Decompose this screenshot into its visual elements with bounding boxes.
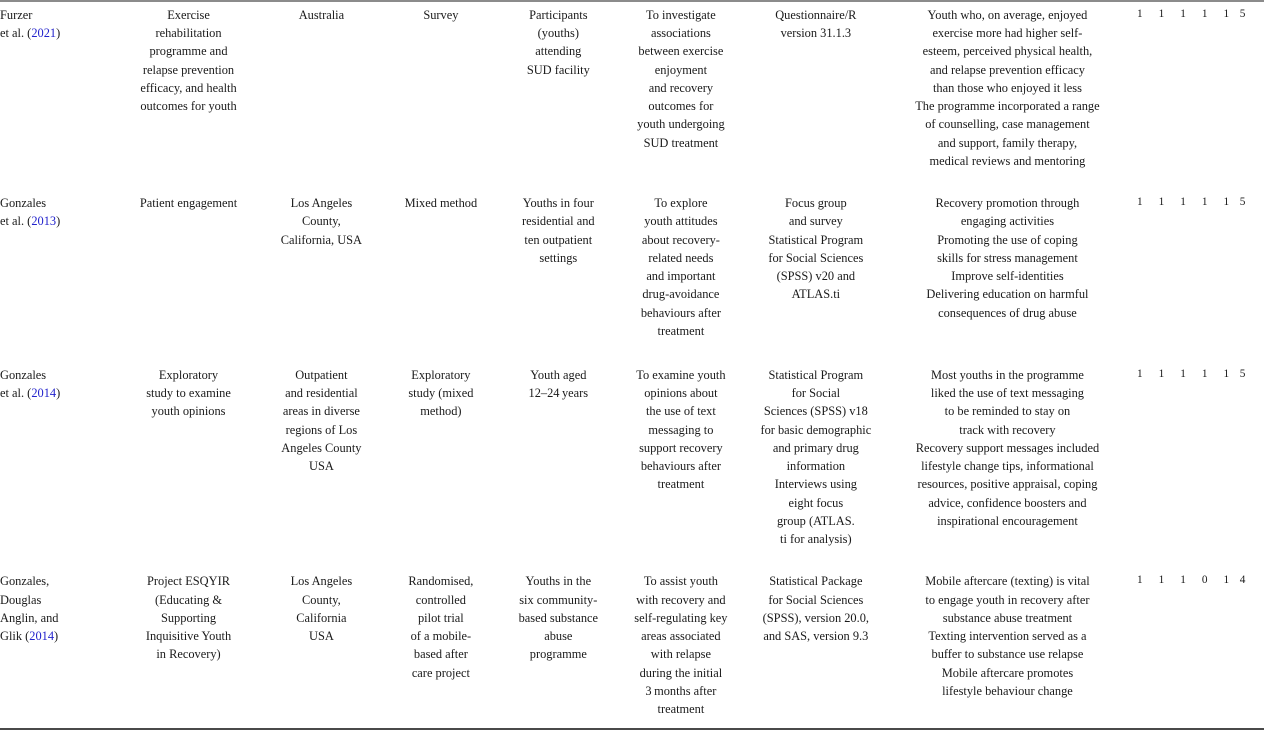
text-line: relapse prevention [142, 62, 235, 77]
text-line: ATLAS.ti [791, 287, 841, 302]
text-line: programme [529, 647, 587, 662]
table-row [0, 366, 1264, 572]
cell-key-findings [886, 194, 1129, 366]
text-line: SUD facility [526, 62, 590, 77]
text-line: The programme incorporated a range [915, 99, 1100, 114]
text-line: Supporting [160, 610, 217, 625]
cell-sample [501, 572, 616, 729]
text-line: treatment [657, 323, 705, 338]
citation-year-link[interactable]: 2013 [31, 214, 57, 229]
text-line: areas in diverse [282, 404, 360, 419]
text-line: settings [539, 250, 578, 265]
text-line: Participants [529, 8, 588, 22]
text-line: opinions about [644, 386, 718, 401]
cell-author-year [0, 572, 115, 729]
text-line: outcomes for [648, 99, 714, 114]
text-line: Texting intervention served as a [928, 629, 1087, 644]
text-line: lifestyle change tips, informational [921, 459, 1094, 474]
text-line: and important [646, 269, 716, 284]
text-line: eight focus [788, 495, 844, 510]
text-line: USA [309, 459, 334, 474]
cell-study-design [381, 194, 500, 366]
text-line: inspirational encouragement [937, 513, 1078, 528]
cell-study-focus [115, 194, 261, 366]
text-line: Mixed method [404, 196, 478, 211]
text-line: care project [411, 665, 470, 680]
cell-score-q1: 1 [1136, 574, 1143, 587]
table-row [0, 194, 1264, 366]
cell-study-design [381, 366, 500, 572]
cell-country [262, 572, 381, 729]
text-line: Youths in four [522, 196, 594, 211]
text-line: Angeles County [281, 440, 362, 455]
text-line: To examine youth [636, 367, 726, 382]
text-line: youth opinions [151, 404, 226, 419]
author-line: Gonzales [0, 196, 47, 211]
cell-score-q2: 1 [1158, 8, 1165, 20]
text-line: advice, confidence boosters and [928, 495, 1087, 510]
text-line: areas associated [641, 629, 721, 644]
text-line: Inquisitive Youth [145, 629, 232, 644]
cell-study-design [381, 6, 500, 194]
text-line: Youths in the [525, 574, 592, 589]
text-line: medical reviews and mentoring [929, 153, 1086, 168]
cell-score-q2: 1 [1158, 367, 1165, 380]
cell-score-q2: 1 [1158, 574, 1165, 587]
cell-score-q3: 1 [1180, 196, 1186, 209]
text-line: rehabilitation [155, 26, 222, 41]
cell-key-findings [886, 6, 1129, 194]
text-line: Australia [298, 8, 345, 22]
text-line: to be reminded to stay on [944, 404, 1071, 419]
text-line: and SAS, version 9.3 [763, 629, 869, 644]
text-line: regions of Los [285, 422, 358, 437]
text-line: pilot trial [417, 610, 464, 625]
table-bottom-rule [0, 729, 1264, 736]
text-line: Youth who, on average, enjoyed [927, 8, 1088, 22]
author-citation-line: et al. (2013) [0, 214, 61, 229]
text-line: Recovery support messages included [915, 440, 1100, 455]
text-line: than those who enjoyed it less [932, 80, 1082, 95]
text-line: Statistical Program [768, 232, 864, 247]
cell-aim [616, 366, 746, 572]
author-citation-line: et al. (2014) [0, 386, 61, 401]
text-line: resources, positive appraisal, coping [917, 477, 1098, 492]
cell-sample [501, 366, 616, 572]
text-line: and support, family therapy, [937, 135, 1078, 150]
cell-score-q4: 1 [1201, 196, 1208, 209]
text-line: SUD treatment [643, 135, 719, 150]
text-line: self-regulating key [634, 610, 728, 625]
text-line: Project ESQYIR [147, 574, 230, 589]
cell-tool-analysis [746, 366, 886, 572]
text-line: of a mobile- [410, 629, 472, 644]
cell-key-findings [886, 572, 1129, 729]
cell-aim [616, 6, 746, 194]
cell-study-focus [115, 572, 261, 729]
text-line: Statistical Package [769, 574, 863, 589]
cell-score-total: 5 [1239, 367, 1246, 380]
text-line: Questionnaire/R [775, 8, 857, 22]
citation-year-link[interactable]: 2021 [31, 26, 57, 41]
text-line: messaging to [648, 422, 714, 437]
text-line: related needs [648, 250, 714, 265]
text-line: buffer to substance use relapse [931, 647, 1084, 662]
text-line: six community- [519, 592, 598, 607]
cell-score-q2: 1 [1158, 196, 1165, 209]
text-line: Promoting the use of coping [937, 232, 1078, 247]
text-line: Improve self-identities [951, 269, 1064, 284]
text-line: To assist youth [643, 574, 718, 589]
author-citation-line: Glik (2014) [0, 629, 59, 644]
text-line: in Recovery) [156, 647, 221, 662]
text-line: 3 months after [645, 683, 717, 698]
cell-score-total: 5 [1239, 8, 1246, 20]
text-line: efficacy, and health [140, 80, 237, 95]
text-line: Mobile aftercare promotes [941, 665, 1074, 680]
text-line: (SPSS), version 20.0, [762, 610, 870, 625]
text-line: programme and [149, 44, 228, 59]
cell-score-total: 5 [1239, 196, 1246, 209]
cell-score-q1: 1 [1136, 367, 1143, 380]
text-line: County, [302, 592, 341, 607]
text-line: (SPSS) v20 and [776, 269, 856, 284]
text-line: about recovery- [641, 232, 720, 247]
cell-score-q1: 1 [1136, 8, 1143, 20]
text-line: with relapse [650, 647, 711, 662]
text-line: with recovery and [636, 592, 726, 607]
text-line: information [786, 459, 846, 474]
text-line: To investigate [646, 8, 716, 22]
text-line: Exercise [167, 8, 210, 22]
text-line: behaviours after [640, 459, 721, 474]
text-line: between exercise [638, 44, 724, 59]
cell-score-q5: 1 [1223, 574, 1230, 587]
text-line: for Social [791, 386, 841, 401]
text-line: and survey [788, 214, 843, 229]
cell-country [262, 366, 381, 572]
text-line: track with recovery [959, 422, 1056, 437]
text-line: Statistical Program [768, 367, 864, 382]
author-citation-line: et al. (2021) [0, 26, 61, 41]
text-line: California [296, 610, 347, 625]
text-line: Interviews using [774, 477, 857, 492]
citation-year-link[interactable]: 2014 [29, 629, 55, 644]
text-line: and primary drug [772, 440, 859, 455]
cell-study-design [381, 572, 500, 729]
text-line: for Social Sciences [768, 250, 864, 265]
text-line: method) [420, 404, 462, 419]
cell-author-year [0, 194, 115, 366]
text-line: skills for stress management [937, 250, 1078, 265]
text-line: liked the use of text messaging [930, 386, 1085, 401]
cell-study-focus [115, 6, 261, 194]
text-line: consequences of drug abuse [938, 305, 1077, 320]
text-line: Mobile aftercare (texting) is vital [925, 574, 1090, 589]
text-line: (youths) [537, 26, 579, 41]
author-line: Gonzales [0, 367, 47, 382]
text-line: Exploratory [411, 367, 471, 382]
cell-tool-analysis [746, 572, 886, 729]
cell-tool-analysis [746, 6, 886, 194]
text-line: youth attitudes [644, 214, 718, 229]
author-line: Anglin, and [0, 610, 59, 625]
cell-tool-analysis [746, 194, 886, 366]
text-line: lifestyle behaviour change [942, 683, 1073, 698]
text-line: treatment [657, 477, 705, 492]
cell-country [262, 194, 381, 366]
text-line: esteem, perceived physical health, [922, 44, 1093, 59]
text-line: study (mixed [408, 386, 474, 401]
table-bottom-rule-host [0, 729, 1264, 736]
cell-score-total: 4 [1239, 574, 1246, 587]
text-line: ti for analysis) [780, 532, 852, 547]
author-line: Gonzales, [0, 574, 50, 589]
text-line: behaviours after [640, 305, 721, 320]
text-line: the use of text [645, 404, 716, 419]
table-row [0, 6, 1264, 194]
cell-key-findings [886, 366, 1129, 572]
text-line: support recovery [639, 440, 723, 455]
cell-score-q3: 1 [1180, 574, 1186, 587]
text-line: for basic demographic [760, 422, 872, 437]
cell-study-focus [115, 366, 261, 572]
text-line: of counselling, case management [925, 117, 1090, 132]
cell-score-q4: 0 [1201, 574, 1208, 587]
cell-score-q1: 1 [1136, 196, 1143, 209]
cell-country [262, 6, 381, 194]
text-line: drug-avoidance [642, 287, 720, 302]
text-line: Patient engagement [139, 196, 238, 211]
text-line: 12–24 years [528, 386, 589, 401]
text-line: outcomes for youth [140, 99, 237, 114]
author-line: Furzer [0, 8, 33, 22]
text-line: engaging activities [960, 214, 1055, 229]
text-line: abuse [544, 629, 573, 644]
text-line: Sciences (SPSS) v18 [763, 404, 868, 419]
cell-score-q4: 1 [1201, 8, 1208, 20]
cell-aim [616, 194, 746, 366]
cell-author-year [0, 366, 115, 572]
text-line: substance abuse treatment [942, 610, 1073, 625]
text-line: group (ATLAS. [776, 513, 855, 528]
cell-author-year [0, 6, 115, 194]
text-line: youth undergoing [637, 117, 725, 132]
text-line: Recovery promotion through [935, 196, 1080, 211]
text-line: Los Angeles [290, 196, 353, 211]
text-line: Youth aged [530, 367, 587, 382]
text-line: residential and [522, 214, 595, 229]
text-line: associations [650, 26, 711, 41]
cell-sample [501, 194, 616, 366]
text-line: Exploratory [158, 367, 219, 382]
text-line: California, USA [280, 232, 362, 247]
text-line: Survey [423, 8, 459, 22]
text-line: exercise more had higher self- [932, 26, 1083, 41]
cell-score-q3: 1 [1180, 367, 1186, 380]
text-line: during the initial [639, 665, 723, 680]
text-line: and relapse prevention efficacy [929, 62, 1085, 77]
text-line: Focus group [785, 196, 847, 211]
text-line: ten outpatient [524, 232, 593, 247]
text-line: to engage youth in recovery after [925, 592, 1090, 607]
text-line: for Social Sciences [768, 592, 864, 607]
cell-score-q3: 1 [1180, 8, 1186, 20]
text-line: based substance [518, 610, 599, 625]
text-line: County, [302, 214, 341, 229]
text-line: Delivering education on harmful [926, 287, 1089, 302]
cell-score-q5: 1 [1223, 196, 1230, 209]
text-line: Los Angeles [290, 574, 353, 589]
text-line: USA [309, 629, 334, 644]
table-row [0, 572, 1264, 729]
text-line: and recovery [648, 80, 714, 95]
cell-score-q5: 1 [1223, 367, 1230, 380]
text-line: attending [535, 44, 582, 59]
text-line: based after [413, 647, 468, 662]
text-line: treatment [657, 701, 705, 716]
text-line: Randomised, [408, 574, 474, 589]
cell-score-q5: 1 [1223, 8, 1230, 20]
text-line: version 31.1.3 [780, 26, 852, 41]
cell-score-q4: 1 [1201, 367, 1208, 380]
text-line: To explore [654, 196, 708, 211]
citation-year-link[interactable]: 2014 [31, 386, 57, 401]
text-line: and residential [285, 386, 358, 401]
text-line: controlled [415, 592, 466, 607]
text-line: study to examine [146, 386, 231, 401]
text-line: (Educating & [154, 592, 223, 607]
author-line: Douglas [0, 592, 42, 607]
cell-aim [616, 572, 746, 729]
text-line: enjoyment [654, 62, 708, 77]
text-line: Outpatient [295, 367, 348, 382]
text-line: Most youths in the programme [931, 367, 1084, 382]
cell-sample [501, 6, 616, 194]
table-rows-host [0, 6, 1264, 729]
